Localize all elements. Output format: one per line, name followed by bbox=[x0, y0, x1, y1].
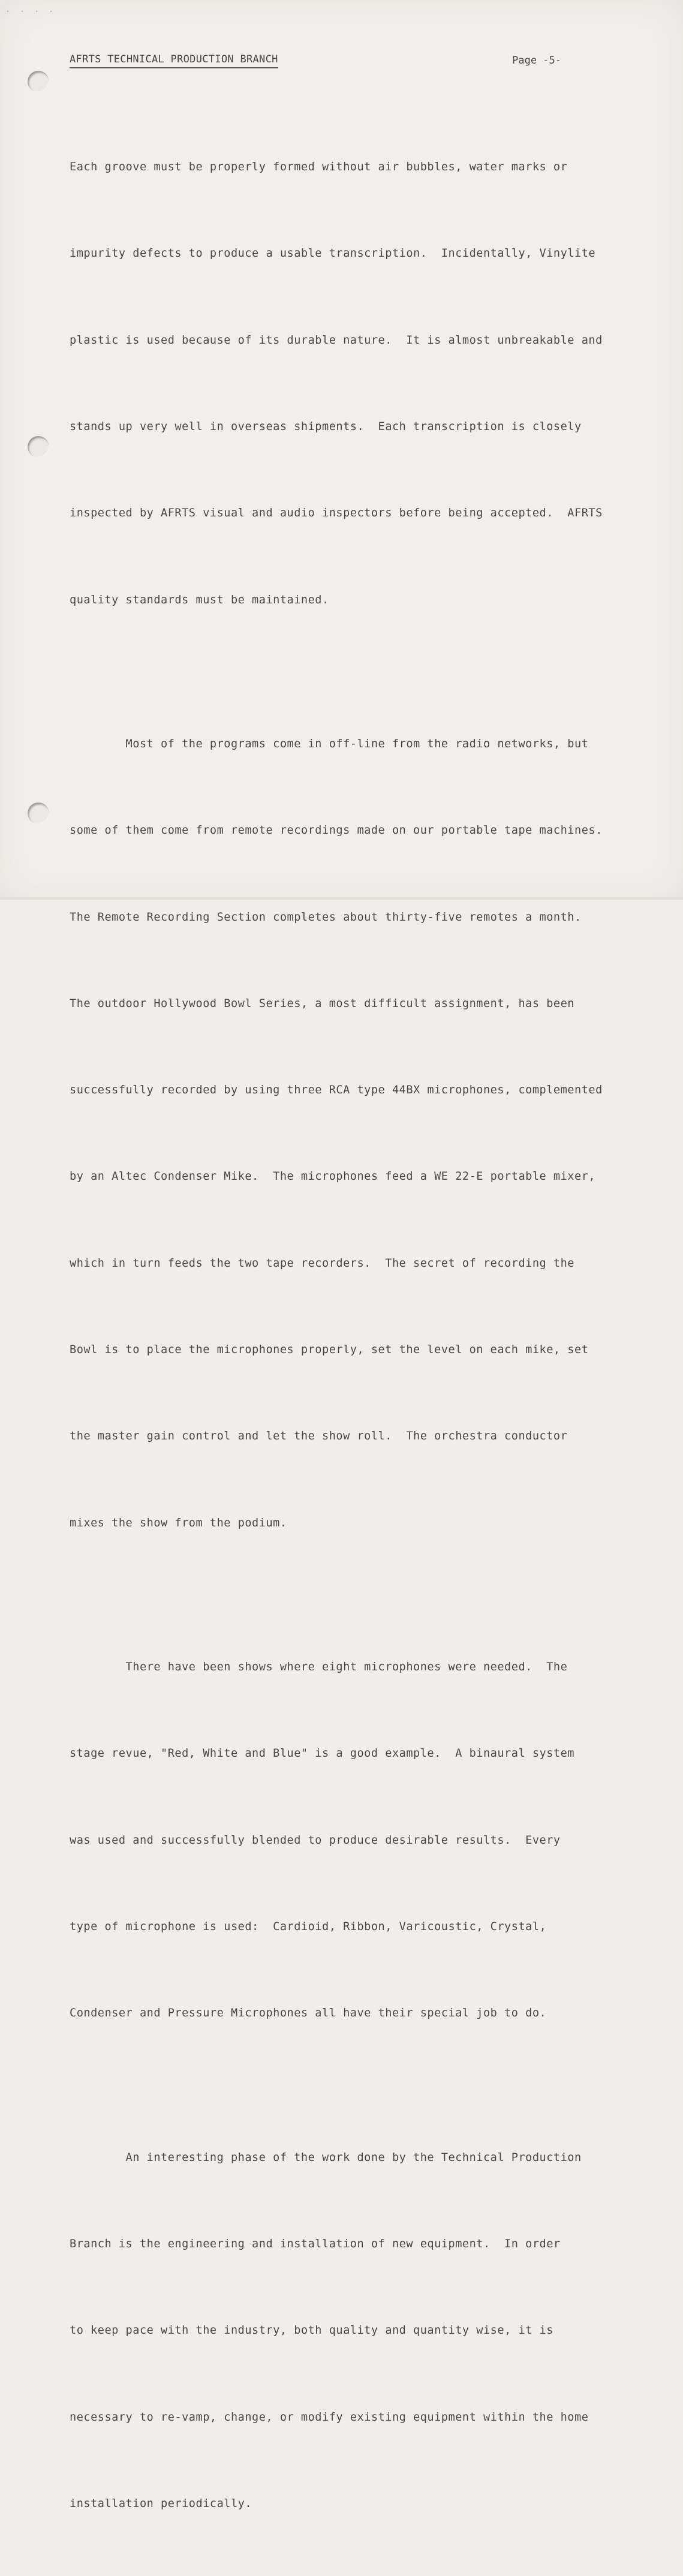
text-line: by an Altec Condenser Mike. The microphones feed a WE 22-E portable mixer, bbox=[70, 1170, 596, 1183]
paragraph bbox=[70, 95, 627, 672]
text-line: Condenser and Pressure Microphones all have their special job to do. bbox=[70, 2007, 547, 2020]
text-line: An interesting phase of the work done by the Technical Production bbox=[70, 2151, 582, 2164]
punch-hole-top bbox=[28, 71, 49, 92]
text-line: plastic is used because of its durable nature. It is almost unbreakable and bbox=[70, 333, 603, 347]
text-line: The outdoor Hollywood Bowl Series, a most difficult assignment, has been bbox=[70, 997, 574, 1010]
text-line: was used and successfully blended to produce desirable results. Every bbox=[70, 1833, 561, 1847]
text-line: stands up very well in overseas shipments. Each transcription is closely bbox=[70, 420, 582, 434]
text-line: inspected by AFRTS visual and audio inspectors before being accepted. AFRTS bbox=[70, 507, 603, 520]
text-line: which in turn feeds the two tape recorders. The secret of recording the bbox=[70, 1257, 574, 1270]
text-line: stage revue, "Red, White and Blue" is a good example. A binaural system bbox=[70, 1747, 574, 1760]
text-line: mixes the show from the podium. bbox=[70, 1516, 287, 1529]
text-line: the master gain control and let the show roll. The orchestra conductor bbox=[70, 1430, 568, 1443]
punch-hole-bottom bbox=[28, 802, 49, 824]
header-title: AFRTS TECHNICAL PRODUCTION BRANCH bbox=[70, 53, 278, 68]
text-line: Each groove must be properly formed without air bubbles, water marks or bbox=[70, 161, 568, 174]
text-line: Branch is the engineering and installation of new equipment. In order bbox=[70, 2237, 561, 2250]
paragraph bbox=[70, 2085, 627, 2576]
text-line: some of them come from remote recordings made on our portable tape machines. bbox=[70, 824, 603, 837]
text-line: installation periodically. bbox=[70, 2497, 252, 2510]
text-line: Most of the programs come in off-line from the radio networks, but bbox=[70, 738, 589, 751]
page-bottom-edge bbox=[0, 897, 683, 900]
text-line: The Remote Recording Section completes about thirty-five remotes a month. bbox=[70, 910, 582, 924]
page-header bbox=[70, 53, 561, 71]
punch-hole-middle bbox=[28, 436, 49, 458]
paragraph bbox=[70, 1595, 627, 2086]
text-line: successfully recorded by using three RCA type 44BX microphones, complemented bbox=[70, 1084, 603, 1097]
text-line: impurity defects to produce a usable transcription. Incidentally, Vinylite bbox=[70, 247, 596, 260]
text-line: Bowl is to place the microphones properly, set the level on each mike, set bbox=[70, 1343, 589, 1357]
body-text bbox=[70, 95, 627, 2576]
text-line: necessary to re-vamp, change, or modify existing equipment within the home bbox=[70, 2410, 589, 2424]
text-line: type of microphone is used: Cardioid, Ribbon, Varicoustic, Crystal, bbox=[70, 1920, 547, 1933]
paragraph bbox=[70, 672, 627, 1595]
text-line: There have been shows where eight microphones were needed. The bbox=[70, 1661, 568, 1674]
corner-marks: · · · · bbox=[6, 8, 57, 15]
page-number: Page -5- bbox=[512, 55, 561, 67]
text-line: quality standards must be maintained. bbox=[70, 593, 329, 606]
text-line: to keep pace with the industry, both quality and quantity wise, it is bbox=[70, 2324, 553, 2337]
